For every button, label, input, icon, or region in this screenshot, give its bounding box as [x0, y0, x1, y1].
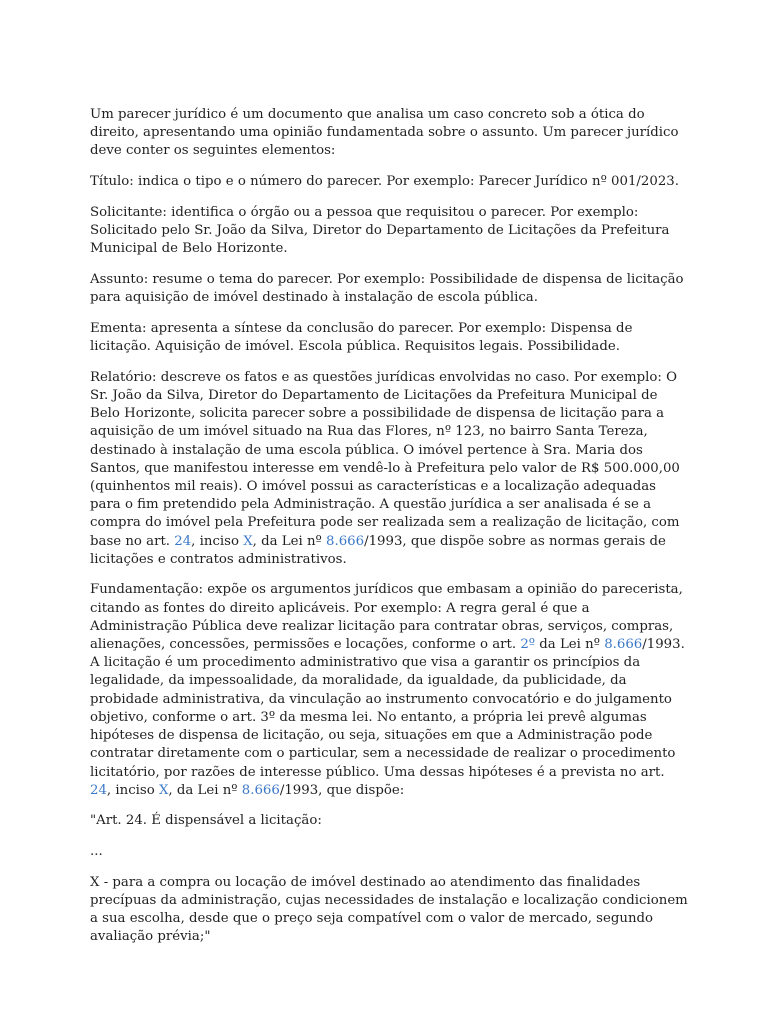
- relatorio-text: , da Lei nº: [252, 533, 327, 549]
- link-lei-8666[interactable]: 8.666: [241, 782, 280, 798]
- paragraph-ementa: Ementa: apresenta a síntese da conclusão do parecer. Por exemplo: Dispensa de licitação. Aquisição de imóvel. Escola pública. Requisitos legais. Possibilidade.: [90, 320, 633, 355]
- relatorio-text: /1993, que dispõe sobre as normas gerais de licitações e contratos administrativos.: [90, 533, 666, 567]
- paragraph-solicitante: Solicitante: identifica o órgão ou a pessoa que requisitou o parecer. Por exemplo: Solicitado pelo Sr. João da Silva, Diretor do Departamento de Licitações da Prefeitura Municipal de Belo Horizonte.: [90, 204, 670, 257]
- quote-ellipsis: ...: [90, 844, 103, 860]
- paragraph-relatorio: [90, 369, 688, 569]
- link-lei-8666[interactable]: 8.666: [604, 637, 643, 653]
- link-art-2[interactable]: 2º: [520, 637, 536, 653]
- relatorio-text: , inciso: [191, 533, 244, 549]
- paragraph-fundamentacao: [90, 581, 688, 799]
- fundamentacao-text: /1993. A licitação é um procedimento administrativo que visa a garantir os princípios da legalidade, da impessoalidade, da moralidade, da igualdade, da publicidade, da probidade administrativa, da vinculação ao instrumento convocatório e do julgamento objetivo, conforme o art. 3º da mesma lei. No entanto, a própria lei prevê algumas hipóteses de dispensa de licitação, ou seja, situações em que a Administração pode contratar diretamente com o particular, sem a necessidade de realizar o procedimento licitatório, por razões de interesse público. Uma dessas hipóteses é a prevista no art.: [90, 637, 685, 780]
- document-body: [90, 106, 688, 959]
- fundamentacao-text: da Lei nº: [535, 637, 605, 653]
- link-inciso-x[interactable]: X: [243, 533, 253, 549]
- link-art-24[interactable]: 24: [90, 782, 107, 798]
- fundamentacao-text: , da Lei nº: [168, 782, 242, 798]
- paragraph-titulo: Título: indica o tipo e o número do parecer. Por exemplo: Parecer Jurídico nº 001/2023.: [90, 174, 679, 190]
- link-lei-8666[interactable]: 8.666: [326, 533, 365, 549]
- paragraph-intro: Um parecer jurídico é um documento que analisa um caso concreto sob a ótica do direito, apresentando uma opinião fundamentada sobre o assunto. Um parecer jurídico deve conter os seguintes elementos:: [90, 107, 679, 159]
- paragraph-assunto: Assunto: resume o tema do parecer. Por exemplo: Possibilidade de dispensa de licitação para aquisição de imóvel destinado à instalação de escola pública.: [90, 271, 684, 306]
- relatorio-text: Relatório: descreve os fatos e as questões jurídicas envolvidas no caso. Por exemplo: O Sr. João da Silva, Diretor do Departamento de Licitações da Prefeitura Municipal de Belo Horizonte, solicita parecer sobre a possibilidade de dispensa de licitação para a aquisição de um imóvel situado na Rua das Flores, nº 123, no bairro Santa Tereza, destinado à instalação de uma escola pública. O imóvel pertence à Sra. Maria dos Santos, que manifestou interesse em vendê-lo à Prefeitura pelo valor de R$ 500.000,00 (quinhentos mil reais). O imóvel possui as características e a localização adequadas para o fim pretendido pela Administração. A questão jurídica a ser analisada é se a compra do imóvel pela Prefeitura pode ser realizada sem a realização de licitação, com base no art.: [90, 369, 680, 549]
- link-inciso-x[interactable]: X: [158, 782, 169, 798]
- quote-art-24: "Art. 24. É dispensável a licitação:: [90, 813, 322, 829]
- link-art-24[interactable]: 24: [174, 533, 192, 549]
- fundamentacao-text: /1993, que dispõe:: [279, 782, 405, 798]
- fundamentacao-text: , inciso: [106, 782, 159, 798]
- fundamentacao-text: Fundamentação: expõe os argumentos jurídicos que embasam a opinião do parecerista, citando as fontes do direito aplicáveis. Por exemplo: A regra geral é que a Administração Pública deve realizar licitação para contratar obras, serviços, compras, alienações, concessões, permissões e locações, conforme o art.: [90, 582, 683, 653]
- quote-inciso-x: X - para a compra ou locação de imóvel destinado ao atendimento das finalidades precípuas da administração, cujas necessidades de instalação e localização condicionem a sua escolha, desde que o preço seja compatível com o valor de mercado, segundo avaliação prévia;": [90, 874, 688, 945]
